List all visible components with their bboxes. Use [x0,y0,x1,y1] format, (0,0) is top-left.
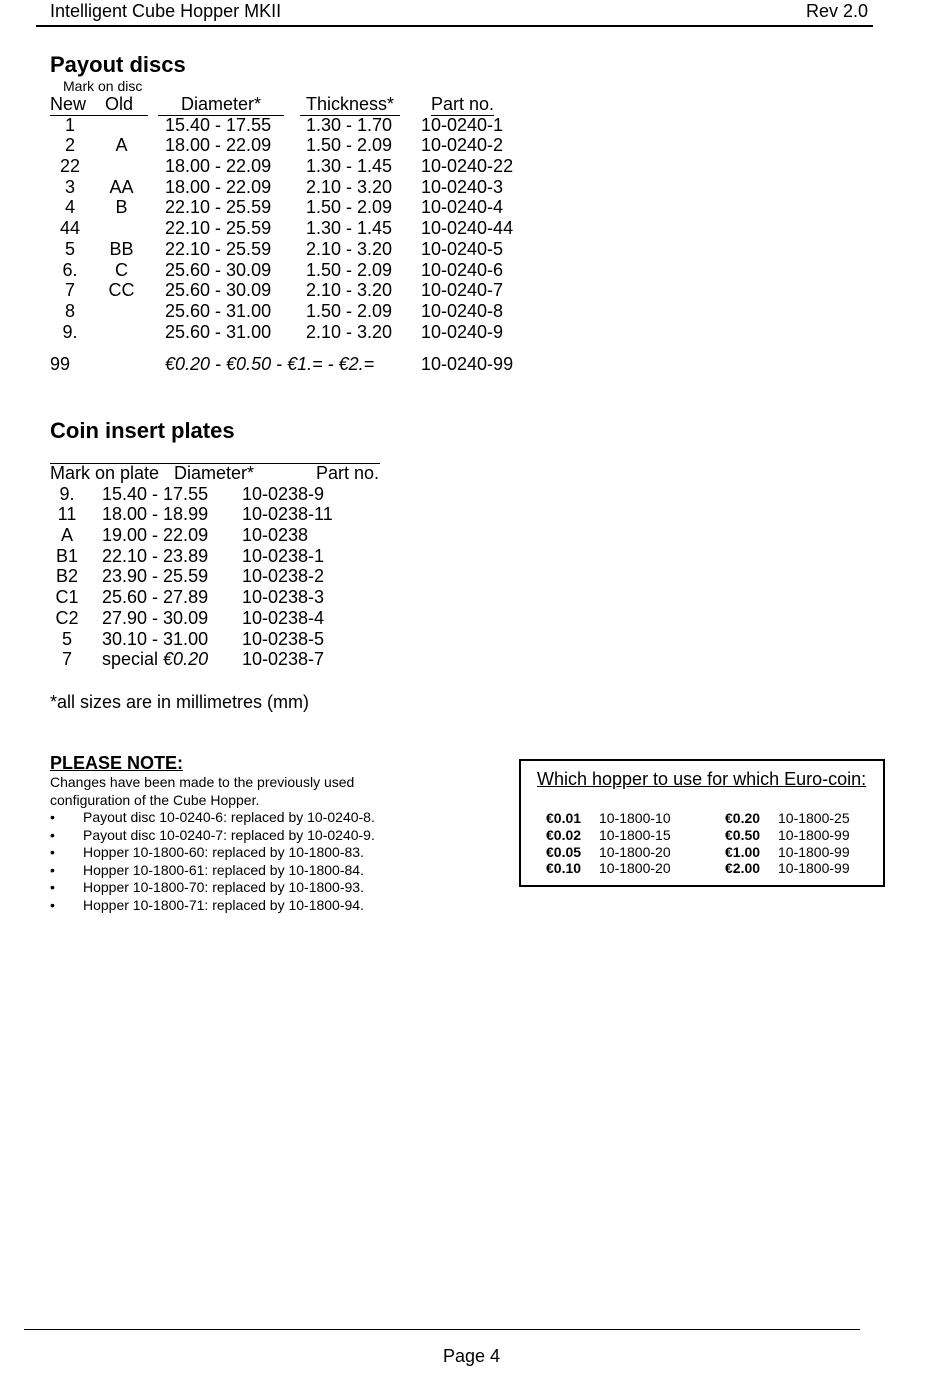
header-rule [36,25,873,27]
hopper-selection-box [519,759,885,887]
special-new: 99 [50,354,71,375]
disc-thickness: 1.30 - 1.45 [306,218,393,239]
revision-label: Rev 2.0 [806,1,869,21]
coin-value: €0.20 [725,810,761,826]
hopper-row [546,860,876,877]
note-intro-line-2: configuration of the Cube Hopper. [50,791,260,808]
disc-part-no: 10-0240-5 [421,238,504,259]
disc-old-mark: B [115,197,128,218]
sizes-footnote: *all sizes are in millimetres (mm) [50,692,310,712]
plate-mark: A [60,525,73,546]
note-bullet-text: Payout disc 10-0240-7: replaced by 10-0240-9. [83,826,375,843]
plate-diameter [102,525,208,546]
hopper-row [546,810,876,827]
note-bullet-item [50,862,470,880]
plate-mark: C2 [55,607,79,628]
plate-diameter-coin: €0.20 [163,649,209,670]
disc-part-no: 10-0240-8 [421,300,504,321]
plate-diameter-value: 23.90 - 25.59 [102,566,209,587]
disc-diameter: 18.00 - 22.09 [165,135,272,156]
disc-part-no: 10-0240-3 [421,176,504,197]
plate-diameter [102,484,208,505]
payout-discs-heading: Payout discs [50,52,186,77]
plate-diameter [102,629,208,650]
disc-new-mark: 7 [64,280,75,301]
hopper-part-no: 10-1800-10 [599,810,671,826]
mark-on-disc-label: Mark on disc [63,78,143,94]
plate-mark: 7 [61,649,72,670]
plate-part-no: 10-0238-2 [242,566,325,587]
plate-row [50,546,410,567]
col-part-no-header: Part no. [431,94,495,114]
plate-row [50,484,410,505]
disc-new-mark: 22 [59,156,81,177]
plate-row [50,649,410,670]
plate-diameter-value: 25.60 - 27.89 [102,587,209,608]
plate-row [50,504,410,525]
bullet-marker: • [50,844,55,860]
bullet-marker: • [50,809,55,825]
hopper-part-no: 10-1800-25 [778,810,850,826]
special-coins: €0.20 - €0.50 - €1.= - €2.= [165,354,375,375]
coin-value: €0.50 [725,826,761,843]
disc-diameter: 25.60 - 30.09 [165,259,272,280]
hopper-row [546,827,876,844]
plate-diameter-value: 19.00 - 22.09 [102,525,209,546]
disc-new-mark: 44 [59,218,81,239]
disc-thickness: 1.50 - 2.09 [306,259,393,280]
plate-diameter-value: 15.40 - 17.55 [102,483,209,504]
plate-row [50,629,410,650]
disc-part-no: 10-0240-9 [421,321,504,342]
plate-diameter-value: special [102,649,159,670]
disc-diameter: 22.10 - 25.59 [165,218,272,239]
disc-old-mark: CC [108,280,135,301]
payout-disc-row [50,280,530,301]
plate-mark: 9. [59,483,75,504]
plate-row [50,525,410,546]
note-bullet-item [50,897,470,915]
disc-diameter: 18.00 - 22.09 [165,156,272,177]
plate-mark: 5 [61,628,72,649]
please-note-section [50,753,470,914]
plate-mark: B1 [55,545,79,566]
document-title: Intelligent Cube Hopper MKII [50,1,282,21]
note-intro-line-1: Changes have been made to the previously used [50,774,355,790]
coin-value: €0.02 [546,826,582,843]
coin-value: €0.01 [546,810,582,826]
special-part-no: 10-0240-99 [421,354,514,375]
plate-row [50,566,410,587]
hopper-part-no: 10-1800-99 [778,843,850,860]
note-bullet-item [50,827,470,845]
plate-row [50,587,410,608]
plate-diameter [102,566,208,587]
disc-part-no: 10-0240-44 [421,218,514,239]
disc-old-mark: A [115,135,128,156]
disc-new-mark: 1 [64,114,75,135]
payout-disc-row [50,177,530,198]
disc-new-mark: 3 [64,176,75,197]
please-note-title: PLEASE NOTE: [50,753,184,773]
note-bullet-text: Payout disc 10-0240-6: replaced by 10-0240-8. [83,809,375,825]
bullet-marker: • [50,861,55,878]
hopper-part-no: 10-1800-99 [778,826,850,843]
bullet-marker: • [50,879,55,895]
disc-thickness: 1.50 - 2.09 [306,300,393,321]
plate-part-no: 10-0238-3 [242,587,325,608]
hopper-row [546,844,876,861]
disc-thickness: 2.10 - 3.20 [306,238,393,259]
disc-new-mark: 6. [62,259,78,280]
payout-disc-row [50,239,530,260]
disc-diameter: 25.60 - 31.00 [165,300,272,321]
disc-new-mark: 9. [62,321,78,342]
coin-value: €0.05 [546,843,582,860]
disc-new-mark: 2 [64,135,75,156]
note-bullet-text: Hopper 10-1800-61: replaced by 10-1800-84. [83,861,364,878]
payout-disc-row [50,135,530,156]
plate-diameter-value: 30.10 - 31.00 [102,628,209,649]
col-mark-header: Mark on plate [50,463,160,483]
col-thickness-header: Thickness* [300,94,400,116]
disc-new-mark: 8 [64,300,75,321]
payout-disc-row [50,156,530,177]
disc-thickness: 1.50 - 2.09 [306,135,393,156]
disc-diameter: 22.10 - 25.59 [165,197,272,218]
coin-value: €2.00 [725,860,761,877]
plate-diameter-value: 27.90 - 30.09 [102,607,209,628]
payout-disc-row [50,197,530,218]
disc-new-mark: 5 [64,238,75,259]
bullet-marker: • [50,896,55,913]
note-bullet-text: Hopper 10-1800-70: replaced by 10-1800-93. [83,879,364,895]
plate-row [50,608,410,629]
disc-thickness: 1.50 - 2.09 [306,197,393,218]
plate-mark: C1 [55,587,79,608]
hopper-part-no: 10-1800-20 [599,860,671,877]
note-bullet-item [50,879,470,897]
plate-mark: 11 [57,504,77,525]
disc-diameter: 18.00 - 22.09 [165,176,272,197]
disc-part-no: 10-0240-6 [421,259,504,280]
hopper-part-no: 10-1800-20 [599,843,671,860]
col-plate-part-no-header: Part no. [316,463,380,483]
disc-part-no: 10-0240-4 [421,197,504,218]
disc-new-mark: 4 [64,197,75,218]
plate-diameter-value: 22.10 - 23.89 [102,545,209,566]
col-diameter-header: Diameter* [158,94,284,116]
hopper-part-no: 10-1800-99 [778,860,850,877]
note-bullet-item [50,844,470,862]
payout-discs-table [50,94,530,375]
col-plate-diameter-header: Diameter* [174,463,255,483]
payout-disc-row [50,115,530,136]
plate-diameter-value: 18.00 - 18.99 [102,504,209,525]
plate-diameter [102,504,208,525]
disc-diameter: 25.60 - 31.00 [165,321,272,342]
plate-diameter [102,608,208,629]
disc-part-no: 10-0240-7 [421,280,504,301]
footer-rule [24,1329,860,1330]
disc-old-mark: BB [109,238,134,259]
payout-disc-row [50,301,530,322]
disc-thickness: 1.30 - 1.70 [306,114,393,135]
disc-thickness: 2.10 - 3.20 [306,280,393,301]
col-old-header: Old [90,94,148,116]
payout-disc-row [50,218,530,239]
disc-thickness: 1.30 - 1.45 [306,156,393,177]
payout-discs-header-row [50,94,530,115]
bullet-marker: • [50,826,55,843]
plate-mark: B2 [55,566,79,587]
hopper-box-list [546,810,876,877]
disc-old-mark: AA [109,176,134,197]
disc-diameter: 15.40 - 17.55 [165,114,272,135]
coin-value: €0.10 [546,860,582,877]
plate-part-no: 10-0238-7 [242,649,325,670]
note-bullet-text: Hopper 10-1800-60: replaced by 10-1800-83. [83,844,364,860]
plate-diameter [102,587,208,608]
note-bullet-list [50,809,470,914]
payout-disc-special-row [50,354,530,375]
disc-part-no: 10-0240-1 [421,114,504,135]
disc-thickness: 2.10 - 3.20 [306,176,393,197]
page-number: Page 4 [443,1346,501,1366]
coin-value: €1.00 [725,843,761,860]
plate-part-no: 10-0238-5 [242,628,325,649]
plate-diameter [102,546,208,567]
hopper-box-title: Which hopper to use for which Euro-coin: [537,769,867,789]
plate-part-no: 10-0238 [242,525,309,546]
plate-diameter [102,649,208,670]
disc-part-no: 10-0240-2 [421,135,504,156]
coin-insert-plates-table [50,463,410,670]
disc-diameter: 22.10 - 25.59 [165,238,272,259]
plate-part-no: 10-0238-1 [242,545,325,566]
disc-diameter: 25.60 - 30.09 [165,280,272,301]
payout-disc-row [50,322,530,343]
col-new-header: New [50,94,90,116]
hopper-part-no: 10-1800-15 [599,826,671,843]
payout-disc-row [50,260,530,281]
plate-part-no: 10-0238-4 [242,607,325,628]
coin-insert-plates-heading: Coin insert plates [50,418,235,443]
note-bullet-item [50,809,470,827]
plates-header-row [50,463,410,484]
disc-part-no: 10-0240-22 [421,156,514,177]
note-bullet-text: Hopper 10-1800-71: replaced by 10-1800-94. [83,896,364,913]
disc-old-mark: C [115,259,128,280]
plate-part-no: 10-0238-11 [242,504,333,525]
disc-thickness: 2.10 - 3.20 [306,321,393,342]
plate-part-no: 10-0238-9 [242,483,325,504]
